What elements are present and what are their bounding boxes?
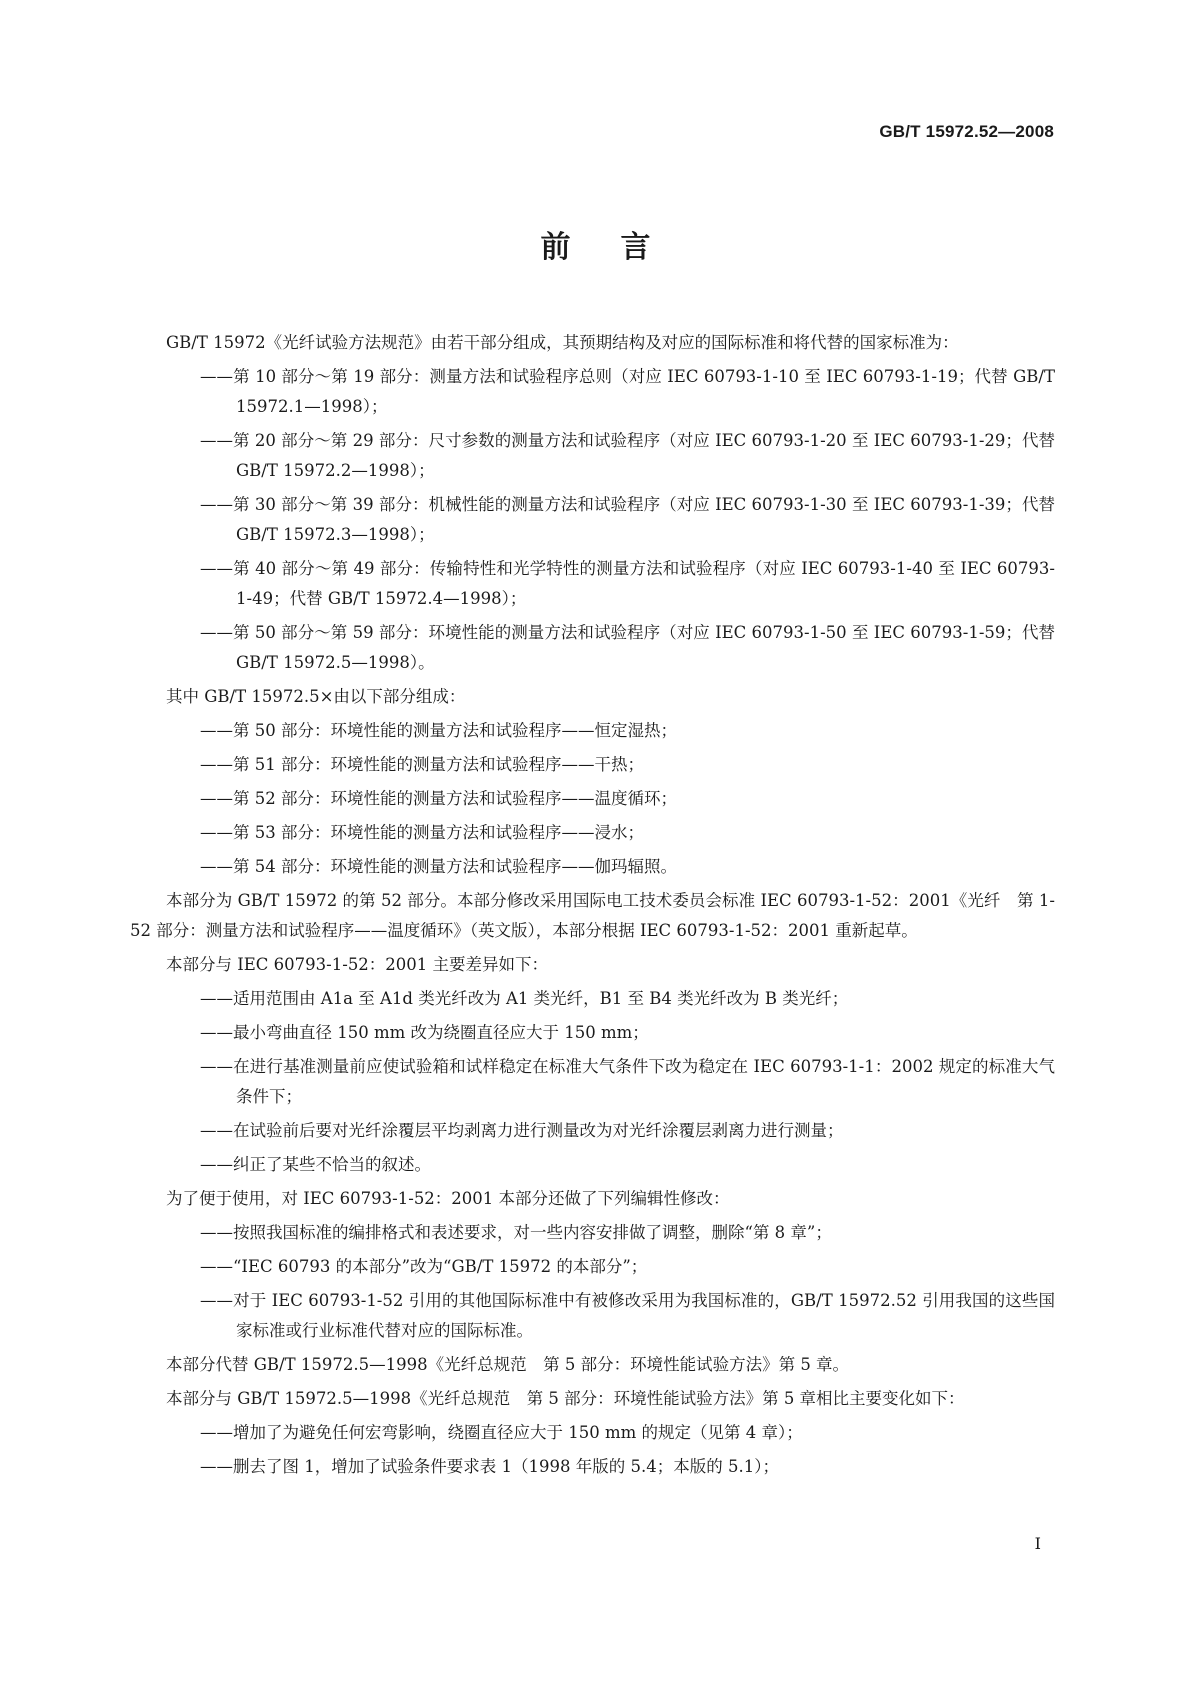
list-item: ——第 40 部分～第 49 部分：传输特性和光学特性的测量方法和试验程序（对应 IEC 60793-1-40 至 IEC 60793-1-49；代替 GB/T 15972.4—1998）； <box>200 559 1055 608</box>
list-item: ——第 10 部分～第 19 部分：测量方法和试验程序总则（对应 IEC 60793-1-10 至 IEC 60793-1-19；代替 GB/T 15972.1—1998）； <box>200 367 1055 416</box>
list-item: ——第 54 部分：环境性能的测量方法和试验程序——伽玛辐照。 <box>200 857 677 876</box>
list-item: ——第 30 部分～第 39 部分：机械性能的测量方法和试验程序（对应 IEC 60793-1-30 至 IEC 60793-1-39；代替 GB/T 15972.3—1998）； <box>200 495 1055 544</box>
list-item: ——纠正了某些不恰当的叙述。 <box>200 1155 431 1174</box>
paragraph: 其中 GB/T 15972.5×由以下部分组成： <box>166 687 466 706</box>
document-body <box>130 328 1055 1486</box>
list-item: ——对于 IEC 60793-1-52 引用的其他国际标准中有被修改采用为我国标准的，GB/T 15972.52 引用我国的这些国家标准或行业标准代替对应的国际标准。 <box>200 1291 1055 1340</box>
list-item: ——第 51 部分：环境性能的测量方法和试验程序——干热； <box>200 755 644 774</box>
list-item: ——在试验前后要对光纤涂覆层平均剥离力进行测量改为对光纤涂覆层剥离力进行测量； <box>200 1121 844 1140</box>
paragraph: 本部分为 GB/T 15972 的第 52 部分。本部分修改采用国际电工技术委员会标准 IEC 60793-1-52：2001《光纤 第 1-52 部分：测量方法和试验程序——温度循环》（英文版），本部分根据 IEC 60793-1-52：2001 重新起草。 <box>130 891 1055 940</box>
list-item: ——适用范围由 A1a 至 A1d 类光纤改为 A1 类光纤，B1 至 B4 类光纤改为 B 类光纤； <box>200 989 849 1008</box>
title-char-2: 言 <box>620 230 651 265</box>
standard-code: GB/T 15972.52—2008 <box>879 122 1054 141</box>
title-char-1: 前 <box>540 230 571 265</box>
paragraph: 本部分与 GB/T 15972.5—1998《光纤总规范 第 5 部分：环境性能试验方法》第 5 章相比主要变化如下： <box>166 1389 965 1408</box>
list-item: ——按照我国标准的编排格式和表述要求，对一些内容安排做了调整，删除“第 8 章”； <box>200 1223 832 1242</box>
list-item: ——“IEC 60793 的本部分”改为“GB/T 15972 的本部分”； <box>200 1257 648 1276</box>
page-number: I <box>1034 1534 1041 1553</box>
list-item: ——第 50 部分：环境性能的测量方法和试验程序——恒定湿热； <box>200 721 677 740</box>
paragraph: 本部分代替 GB/T 15972.5—1998《光纤总规范 第 5 部分：环境性能试验方法》第 5 章。 <box>166 1355 850 1374</box>
list-item: ——第 52 部分：环境性能的测量方法和试验程序——温度循环； <box>200 789 677 808</box>
list-item: ——第 20 部分～第 29 部分：尺寸参数的测量方法和试验程序（对应 IEC 60793-1-20 至 IEC 60793-1-29；代替 GB/T 15972.2—1998）； <box>200 431 1055 480</box>
list-item: ——删去了图 1，增加了试验条件要求表 1（1998 年版的 5.4；本版的 5.1）； <box>200 1457 779 1476</box>
list-item: ——第 50 部分～第 59 部分：环境性能的测量方法和试验程序（对应 IEC 60793-1-50 至 IEC 60793-1-59；代替 GB/T 15972.5—1998）。 <box>200 623 1055 672</box>
list-item: ——第 53 部分：环境性能的测量方法和试验程序——浸水； <box>200 823 644 842</box>
list-item: ——增加了为避免任何宏弯影响，绕圈直径应大于 150 mm 的规定（见第 4 章）； <box>200 1423 803 1442</box>
paragraph: 为了便于使用，对 IEC 60793-1-52：2001 本部分还做了下列编辑性修改： <box>166 1189 730 1208</box>
list-item: ——最小弯曲直径 150 mm 改为绕圈直径应大于 150 mm； <box>200 1023 649 1042</box>
paragraph: GB/T 15972《光纤试验方法规范》由若干部分组成，其预期结构及对应的国际标准和将代替的国家标准为： <box>166 333 959 352</box>
page-title <box>0 222 1191 266</box>
paragraph: 本部分与 IEC 60793-1-52：2001 主要差异如下： <box>166 955 549 974</box>
list-item: ——在进行基准测量前应使试验箱和试样稳定在标准大气条件下改为稳定在 IEC 60793-1-1：2002 规定的标准大气条件下； <box>200 1057 1055 1106</box>
